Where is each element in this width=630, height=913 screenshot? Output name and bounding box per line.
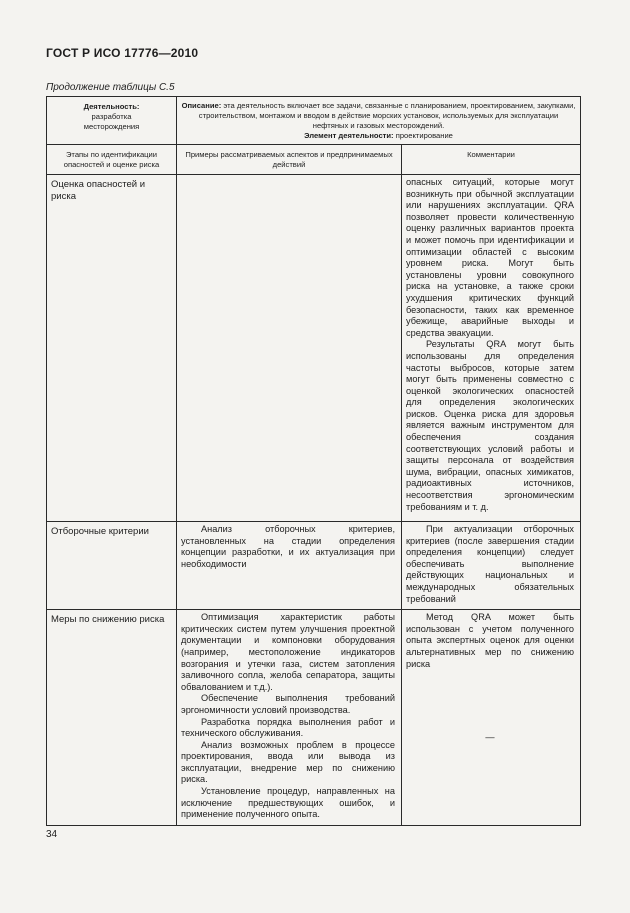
table-row <box>47 175 581 522</box>
example-paragraph: Обеспечение выполнения требований эргономичности условий производства. <box>181 693 395 715</box>
examples-cell <box>177 610 402 826</box>
activity-name-line1: разработка <box>91 112 132 121</box>
table-row <box>47 610 581 826</box>
examples-cell <box>177 175 402 522</box>
comments-cell <box>402 522 581 610</box>
column-header-row <box>47 145 581 175</box>
column-header-stages: Этапы по идентификации опасностей и оценке риска <box>47 145 177 175</box>
example-paragraph: Оптимизация характеристик работы критических систем путем улучшения проектной документации и компоновки оборудования (например, местоположение индикаторов возгорания и утечки газа, систем затопления заливочного сопла, желоба сепаратора, защиты обвалованием и т.д.). <box>181 612 395 692</box>
activity-cell <box>47 97 177 145</box>
comment-paragraph: Метод QRA может быть использован с учетом полученного опыта экспертных оценок для оценки альтернативных мер по снижению риска <box>406 612 575 669</box>
comment-paragraph: При актуализации отборочных критериев (после завершения стадии определения концепции) следует обеспечивать выполнение действующих национальных и международных обязательных требований <box>406 524 575 604</box>
stage-cell: Отборочные критерии <box>47 522 177 610</box>
column-header-comments: Комментарии <box>402 145 581 175</box>
page-number: 34 <box>46 829 58 840</box>
stage-cell: Меры по снижению риска <box>47 610 177 826</box>
element-label: Элемент деятельности: <box>304 131 394 140</box>
table-row <box>47 522 581 610</box>
description-text: эта деятельность включает все задачи, связанные с планированием, проектированием, закупками, строительством, монтажом и вводом в действие морских установок, используемых для эксплуатации нефтяных и газовых месторождений. <box>198 101 576 130</box>
column-header-examples: Примеры рассматриваемых аспектов и предпринимаемых действий <box>177 145 402 175</box>
comments-cell <box>402 175 581 522</box>
document-title: ГОСТ Р ИСО 17776—2010 <box>46 46 199 60</box>
comment-dash: — <box>485 732 495 743</box>
table-caption: Продолжение таблицы С.5 <box>46 82 175 93</box>
example-paragraph: Анализ отборочных критериев, установленных на стадии определения концепции разработки, и их актуализация при необходимости <box>181 524 395 569</box>
example-paragraph: Анализ возможных проблем в процессе проектирования, ввода или вывода из эксплуатации, внедрение мер по снижению риска. <box>181 739 395 785</box>
comment-paragraph: Результаты QRA могут быть использованы для определения частоты выбросов, которые затем могут быть применены совместно с оценкой экологических опасностей для определения экологических рисков. Оценка риска для здоровья является важным инструментом для обеспечения создания соответствующих условий работы и защиты персонала от воздействия шума, вибрации, опасных химикатов, радиоактивных источников, несоответствия эргономическим требованиям и т. д. <box>406 339 575 512</box>
comments-cell <box>402 610 581 826</box>
example-paragraph: Разработка порядка выполнения работ и технического обслуживания. <box>181 716 395 739</box>
comment-paragraph: опасных ситуаций, которые могут возникнуть при обычной эксплуатации или нарушениях эксплуатации. QRA позволяет провести количественную оценку различных вариантов проекта и может помочь при идентификации и оптимизации областей с высоким уровнем риска. Могут быть установлены уровни совокупного риска на установке, а также сроки ухудшения критических функций безопасности, таких как временное убежище, аварийные выходы и средства эвакуации. <box>406 177 575 338</box>
activity-label: Деятельность: <box>83 102 140 111</box>
example-paragraph: Установление процедур, направленных на исключение предшествующих ошибок, и применение полученного опыта. <box>181 786 395 820</box>
activity-header-row <box>47 97 581 145</box>
hazard-table <box>46 96 581 826</box>
examples-cell <box>177 522 402 610</box>
activity-name-line2: месторождения <box>83 122 140 131</box>
description-cell <box>177 97 581 145</box>
element-value: проектирование <box>395 131 453 140</box>
stage-cell: Оценка опасностей и риска <box>47 175 177 522</box>
description-label: Описание: <box>181 101 222 110</box>
